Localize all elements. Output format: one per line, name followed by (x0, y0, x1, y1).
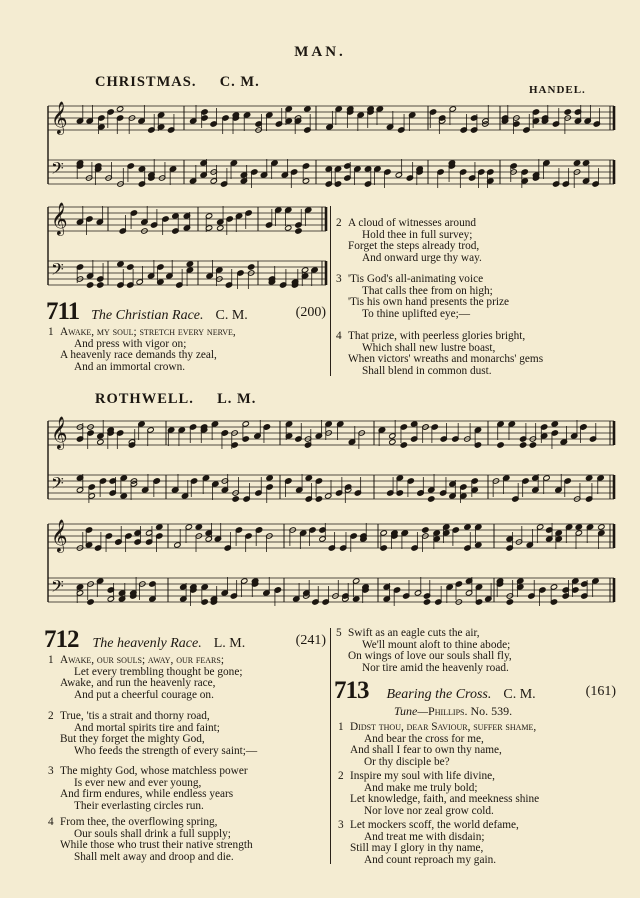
stanza-line: True, 'tis a strait and thorny road, (60, 710, 210, 722)
note-head (295, 228, 302, 234)
stanza (338, 722, 536, 768)
hymn-meter: C. M. (215, 308, 248, 323)
stanza-line: A cloud of witnesses around (348, 217, 477, 229)
tune-rothwell-heading (95, 391, 256, 408)
stanza-line: Is ever new and ever young, (74, 776, 202, 789)
stanza-number: 4 (48, 816, 54, 828)
stanza-line: Nor love nor zeal grow cold. (364, 804, 494, 817)
note-head (255, 527, 262, 533)
music-staff-system-2 (48, 199, 326, 299)
bass-clef: 𝄢 (51, 158, 64, 182)
stanza-line: And treat me with disdain; (364, 830, 485, 843)
note-head (116, 106, 123, 112)
stanza (336, 331, 543, 377)
stanza-line: We'll mount aloft to thine abode; (362, 638, 511, 651)
note-head (560, 439, 567, 445)
page-header: MAN. (294, 44, 346, 60)
note-head (423, 599, 430, 605)
tune-reference (394, 704, 512, 719)
stanza-line: That calls thee from on high; (362, 284, 493, 297)
stanza (48, 711, 257, 757)
stanza-line: Awake, my soul; stretch every nerve, (60, 326, 236, 338)
treble-clef: 𝄞 (51, 101, 68, 134)
stanza (48, 817, 253, 863)
note-head (263, 424, 270, 430)
stanza-line: And shall I fear to own thy name, (350, 744, 502, 757)
hymn-number: 712 (44, 626, 79, 653)
tune-label: Tune— (394, 704, 429, 718)
treble-clef: 𝄞 (51, 416, 68, 449)
stanza-line: Shall melt away and droop and die. (74, 850, 234, 863)
stanza-number: 3 (48, 765, 54, 777)
music-staff-system-1 (48, 98, 614, 198)
stanza-line: Their everlasting circles run. (74, 799, 204, 812)
stanza-line: Or thy disciple be? (364, 755, 450, 768)
stanza-line: Who feeds the strength of every saint;— (74, 744, 258, 757)
note-head (598, 524, 605, 530)
stanza-line: Forget the steps already trod, (348, 240, 480, 253)
note-head (97, 439, 104, 445)
treble-clef: 𝄞 (51, 519, 68, 552)
composer-name: HANDEL. (529, 84, 586, 96)
stanza-number: 1 (338, 721, 344, 733)
stanza (338, 771, 539, 817)
stanza-line: Inspire my soul with life divine, (350, 770, 495, 782)
stanza-line: While those who trust their native strength (60, 839, 253, 852)
bass-clef: 𝄢 (51, 576, 64, 600)
note-head (115, 539, 122, 545)
hymn-number: 711 (46, 298, 80, 325)
stanza (48, 655, 242, 701)
hymn-reference: (161) (585, 684, 616, 699)
note-head (585, 475, 592, 481)
stanza-line: Didst thou, dear Saviour, suffer shame, (350, 721, 537, 733)
note-head (195, 524, 202, 530)
hymn-title: The heavenly Race. (92, 636, 202, 651)
note-head (97, 282, 104, 288)
stanza-number: 1 (48, 654, 54, 666)
stanza-line: And count reproach my gain. (364, 853, 497, 866)
note-head (428, 496, 435, 502)
note-head (274, 587, 281, 593)
note-head (305, 475, 312, 481)
stanza-line: That prize, with peerless glories bright, (348, 330, 526, 342)
stanza (336, 628, 512, 674)
tune-meter: C. M. (219, 74, 260, 90)
note-head (221, 430, 228, 436)
stanza-line: And bear the cross for me, (364, 732, 484, 745)
note-head (519, 442, 526, 448)
hymn-712-header (44, 627, 326, 652)
stanza-line: On wings of love our souls shall fly, (348, 650, 512, 663)
treble-clef: 𝄞 (51, 202, 68, 235)
note-head (417, 490, 424, 496)
stanza-line: Let every trembling thought be gone; (74, 665, 243, 678)
stanza-line: And put a cheerful courage on. (74, 688, 214, 701)
stanza-number: 2 (338, 770, 344, 782)
hymn-meter: C. M. (503, 687, 536, 702)
hymn-reference: (200) (295, 305, 326, 320)
stanza-line: Shall blend in common dust. (362, 364, 492, 377)
note-head (153, 478, 160, 484)
hymn-reference: (241) (295, 633, 326, 648)
stanza-line: Swift as an eagle cuts the air, (348, 627, 480, 639)
stanza (336, 218, 482, 264)
stanza (48, 327, 236, 373)
note-head (266, 475, 273, 481)
stanza-line: And onward urge thy way. (362, 251, 482, 264)
tune-number: No. 539. (470, 704, 513, 718)
hymn-711-header (46, 299, 326, 324)
stanza-number: 4 (336, 330, 342, 342)
stanza-line: And an immortal crown. (74, 360, 186, 373)
note-head (464, 524, 471, 530)
note-head (232, 496, 239, 502)
tune-name: CHRISTMAS. (95, 74, 197, 90)
stanza-line: And mortal spirits tire and faint; (74, 721, 220, 734)
stanza-line: Which shall new lustre boast, (362, 341, 496, 354)
stanza-line: Our souls shall drink a full supply; (74, 827, 231, 840)
music-staff-system-3 (48, 413, 614, 513)
note-head (506, 599, 513, 605)
note-head (575, 524, 582, 530)
stanza-line: And firm endures, while endless years (60, 788, 234, 801)
stanza-line: Nor tire amid the heavenly road. (362, 661, 509, 674)
stanza-line: To thine uplifted eye;— (362, 307, 471, 320)
bass-clef: 𝄢 (51, 259, 64, 283)
note-head (401, 530, 408, 536)
stanza-line: Let knowledge, faith, and meekness shine (350, 793, 540, 806)
stanza-line: Hold thee in full survey; (362, 228, 473, 241)
note-head (529, 442, 536, 448)
note-head (285, 478, 292, 484)
stanza-line: When victors' wreaths and monarchs' gems (348, 353, 544, 366)
stanza-number: 3 (338, 819, 344, 831)
bass-clef: 𝄢 (51, 473, 64, 497)
stanza-line: And make me truly bold; (364, 781, 478, 794)
tune-name: Phillips. (428, 704, 468, 718)
stanza (48, 766, 248, 812)
stanza-line: 'Tis his own hand presents the prize (348, 296, 510, 309)
column-divider (330, 628, 331, 864)
note-head (86, 282, 93, 288)
music-staff-system-4 (48, 516, 614, 616)
note-head (186, 261, 193, 267)
note-head (247, 264, 254, 270)
note-head (117, 261, 124, 267)
note-head (564, 109, 571, 115)
hymn-title: The Christian Race. (91, 308, 204, 323)
note-head (497, 442, 504, 448)
note-head (156, 524, 163, 530)
stanza-line: 'Tis God's all-animating voice (348, 273, 484, 285)
hymn-713-header (334, 678, 616, 703)
stanza-line: Awake, our souls; away, our fears; (60, 654, 224, 666)
hymn-number: 713 (334, 677, 369, 704)
stanza (338, 820, 519, 866)
note-head (260, 172, 267, 178)
stanza (336, 274, 509, 320)
stanza-number: 1 (48, 326, 54, 338)
note-head (580, 424, 587, 430)
hymn-meter: L. M. (213, 636, 246, 651)
stanza-line: And press with vigor on; (74, 337, 187, 350)
stanza-line: Let mockers scoff, the world defame, (350, 819, 519, 831)
note-head (389, 439, 396, 445)
stanza-line: Still may I glory in thy name, (350, 842, 484, 855)
stanza-line: From thee, the overflowing spring, (60, 816, 218, 828)
stanza-line: The mighty God, whose matchless power (60, 765, 248, 777)
note-head (573, 160, 580, 166)
stanza-line: Awake, and run the heavenly race, (60, 677, 216, 690)
note-head (348, 439, 355, 445)
tune-meter: L. M. (217, 391, 257, 407)
stanza-number: 3 (336, 273, 342, 285)
note-head (326, 124, 333, 130)
tune-christmas-heading (95, 74, 260, 91)
stanza-number: 5 (336, 627, 342, 639)
column-divider (330, 206, 331, 376)
hymn-title: Bearing the Cross. (386, 687, 492, 702)
stanza-number: 2 (336, 217, 342, 229)
stanza-line: But they forget the mighty God, (60, 733, 205, 746)
stanza-number: 2 (48, 710, 54, 722)
note-head (304, 106, 311, 112)
tune-name: ROTHWELL. (95, 391, 194, 407)
note-head (551, 421, 558, 427)
note-head (217, 225, 224, 231)
stanza-line: A heavenly race demands thy zeal, (60, 349, 217, 362)
note-head (422, 527, 429, 533)
note-head (172, 487, 179, 493)
